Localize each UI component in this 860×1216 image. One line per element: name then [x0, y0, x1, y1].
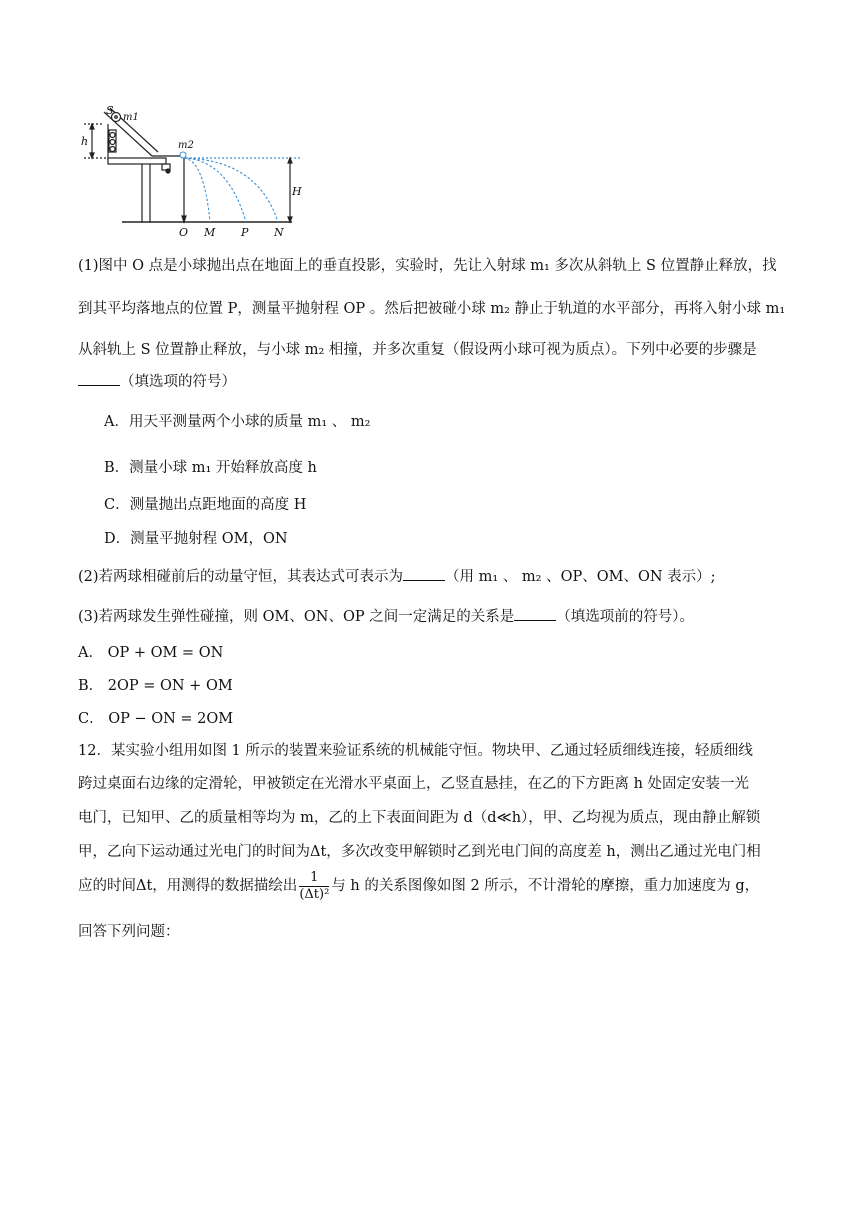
fraction-numerator: 1: [299, 870, 329, 887]
q12-line-2: 跨过桌面右边缘的定滑轮，甲被锁定在光滑水平桌面上，乙竖直悬挂，在乙的下方距离 h 处固定安装一光: [78, 776, 750, 792]
label-P: P: [241, 226, 249, 239]
q2-text-head: (2)若两球相碰前后的动量守恒，其表达式可表示为: [78, 569, 404, 585]
trajectory-P: [184, 158, 246, 222]
q12-line-3: 电门，已知甲、乙的质量相等均为 m，乙的上下表面间距为 d（d≪h），甲、乙均视为质点，现由静止解锁: [78, 810, 761, 826]
q1-line-2: 到其平均落地点的位置 P，测量平抛射程 OP 。然后把被碰小球 m₂ 静止于轨道的水平部分，再将入射小球 m₁: [78, 301, 786, 317]
q3-option-b: B． 2OP = ON + OM: [78, 678, 233, 694]
q3-option-a: A． OP + OM = ON: [78, 645, 224, 661]
q1-line-4: [78, 373, 236, 391]
trajectory-N: [184, 158, 278, 222]
label-O: O: [179, 226, 189, 239]
label-h: h: [81, 135, 89, 148]
answer-blank-q3[interactable]: [514, 608, 556, 621]
q1-option-b: B．测量小球 m₁ 开始释放高度 h: [104, 460, 317, 476]
q2-line: [78, 568, 716, 586]
q12-line-5-tail: 与 h 的关系图像如图 2 所示，不计滑轮的摩擦，重力加速度为 g，: [331, 878, 760, 894]
experiment-figure: [78, 100, 310, 240]
q1-option-d: D．测量平抛射程 OM，ON: [104, 531, 288, 547]
q12-line-1: 12．某实验小组用如图 1 所示的装置来验证系统的机械能守恒。物块甲、乙通过轻质细线连接，轻质细线: [78, 743, 753, 759]
label-N: N: [274, 226, 284, 239]
q2-text-tail: （用 m₁ 、 m₂ 、OP、OM、ON 表示）;: [445, 569, 716, 585]
trajectory-M: [184, 158, 210, 222]
label-M: M: [204, 226, 216, 239]
table-top: [108, 158, 166, 164]
q12-line-5: [78, 866, 759, 906]
q3-line: [78, 608, 694, 626]
q12-line-4: 甲，乙向下运动通过光电门的时间为Δt，多次改变甲解锁时乙到光电门间的高度差 h，测出乙通过光电门相: [78, 844, 761, 860]
q3-option-c: C． OP − ON = 2OM: [78, 711, 234, 727]
ball-m2: [180, 152, 186, 158]
label-m1: m1: [123, 112, 139, 123]
q1-line-4-text: （填选项的符号）: [120, 374, 236, 390]
fraction-denominator: (Δt)²: [299, 886, 330, 902]
answer-blank-q1[interactable]: [78, 373, 120, 386]
answer-blank-q2[interactable]: [403, 568, 445, 581]
label-m2: m2: [178, 140, 194, 151]
q1-line-1: (1)图中 O 点是小球抛出点在地面上的垂直投影，实验时，先让入射球 m₁ 多次从斜轨上 S 位置静止释放，找: [78, 258, 777, 274]
q12-line-5-head: 应的时间Δt，用测得的数据描绘出: [78, 878, 298, 894]
q12-line-6: 回答下列问题：: [78, 924, 180, 940]
q1-option-a: A．用天平测量两个小球的质量 m₁ 、 m₂: [104, 414, 371, 430]
q3-text-head: (3)若两球发生弹性碰撞，则 OM、ON、OP 之间一定满足的关系是: [78, 609, 515, 625]
q1-option-c: C．测量抛出点距地面的高度 H: [104, 497, 307, 513]
label-H: H: [292, 185, 302, 198]
q3-text-tail: （填选项前的符号）。: [556, 609, 694, 625]
fraction-1-over-dt-squared: [299, 870, 329, 903]
q1-line-3: 从斜轨上 S 位置静止释放，与小球 m₂ 相撞，并多次重复（假设两小球可视为质点）。下列中必要的步骤是: [78, 342, 757, 358]
label-S: S: [106, 104, 114, 117]
